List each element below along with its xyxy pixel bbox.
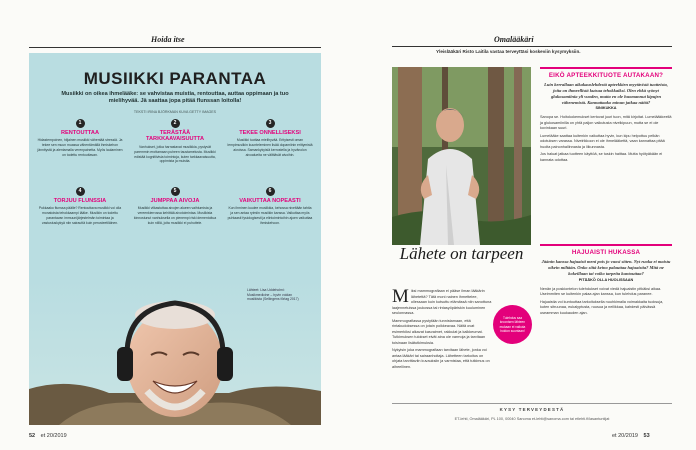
section-title-right: Omalääkäri <box>494 35 534 44</box>
qa-answer-paragraph: Jos haluat jatkaa tuotteen käyttöä, se tuskin haittaa. Mutta hyötyäkään ei kannata odottaa. <box>540 152 663 162</box>
qa-signature: PITÄÄKÖ OLLA HUOLISSAAN <box>578 277 634 282</box>
tip-body: Kun ihminen kuulee musiikkia, kehossa niveltään tahtia ja sen antaa rytmiin musiikin kanssa. Vaikuttaa myös puhtaasti fysiologisesti ja elintoimintoihin ajoen vaikuttaa ihmiskehoon. <box>227 206 313 225</box>
tip-4 <box>37 187 123 226</box>
tip-number: 1 <box>76 119 85 128</box>
tip-heading: VAIKUTTAA NOPEASTI <box>239 198 301 204</box>
page-footer-left <box>29 433 67 439</box>
tip-number: 5 <box>171 187 180 196</box>
article-paragraph: Nykyisin joka mammografiaan tarvitaan lähete, jonka voi antaa lääkäri tai sairaanhoitaja. Lähetteen tarkoitus on ohjata tarvittaviin kuvauksiin ja varmistaa, että tutkimus on aiheellinen. <box>392 348 490 369</box>
qa-answer <box>540 115 672 163</box>
qa-question-text: Luin kerrallaan aikakauslehdestä apteekkien myytävistä tuotteista, joita on ihmeellistä kutsua tehokkaiksi. Olen ehkä syönyt glukosamiinia yli vuoden, mutta en ole huomannut kipujen vähenemistä. Kannattaako minun jatkaa näitä? <box>544 82 668 105</box>
doctor-in-forest-photo <box>392 67 531 245</box>
qa-block-1 <box>540 67 672 165</box>
tip-body: Pukkaako flunssa päälle? Rentouttava musiikki voi olla monatoista tehokkaampi lääke. Musiikin on todettu parantavan immuunijärjestelmän toimintaa ja vastustuskykyä niin sairauttä kuin perusteetiläinen. <box>38 206 122 225</box>
section-subtitle: Yleislääkäri Risto Laitila vastaa terveyttäsi koskeviin kysymyksiin. <box>436 49 581 54</box>
article-body <box>392 286 492 372</box>
article-credits: TEKSTI IRINA BJÖRKMAN KUVA GETTY IMAGES <box>133 110 217 114</box>
qa-rule <box>540 244 672 246</box>
qa-question-heading: HAJUAISTI HUKASSA <box>571 249 641 256</box>
tip-body: Vanhukset, jotka harrastavat musiikkia, pystyvät paremmin erottamaan puheen taustamelusta. Musiikki edistää kognitiivisia toimintoja, kuten tarkkaavaisuutta, oppimista ja muistia. <box>134 144 216 164</box>
article-headline: Lähete on tarpeen <box>399 244 524 263</box>
tip-2 <box>132 119 218 164</box>
qa-question-heading: EIKÖ APTEEKKITUOTE AUTAKAAN? <box>548 72 664 79</box>
tip-body: Musiikki vilkastuttaa aivojen alueen vaihtumista ja vereenkierrossa kehittää aivotoimintaa. Musiikista kinnostunut vanhuksella on pienempi riski dementoitua kuin niillä, joita musiikki ei puhuttele. <box>133 206 217 225</box>
article-paragraph: Miksi mammografiaan ei pääse ilman lääkärin lähetettä? Tätä moni nainen ihmettelee, ollessaan kuin kutsuttu elämässä niin sanottuna laajennetuissa joukossa tai rintasyöpäriskin kuuluminen seulonnassa. <box>392 286 492 315</box>
qa-answer <box>540 287 672 317</box>
tip-6 <box>227 187 313 226</box>
section-rule-left <box>29 47 321 48</box>
tip-number: 4 <box>76 187 85 196</box>
footer-heading: KYSY TERVEYDESTÄ <box>499 407 565 412</box>
qa-answer-paragraph: Sanopa se. Hoitokokemukset kertovat juuri tuon, mitä kirjoitat. Lumelääkkeellä ja glukosamiinilla on yhtä paljon vaikutusta nivelkipuun, mutta se ei ole kovinkaan suuri. <box>540 115 672 131</box>
qa-rule <box>540 67 672 69</box>
tip-number: 6 <box>266 187 275 196</box>
qa-signature: SINIKUKKA <box>595 106 617 111</box>
photo-caption: Lähteet: Lisa Uddeholmi: Musikmedicine – hyvin voidan musiikista (Sellingens förlag 2017) <box>247 288 299 302</box>
page-footer-contact <box>392 403 672 421</box>
qa-block-2 <box>540 244 672 318</box>
tip-number: 2 <box>171 119 180 128</box>
page-issue: et 20/2019 <box>612 433 638 439</box>
footer-rule <box>392 403 672 404</box>
tip-heading: JUMPPAA AIVOJA <box>150 198 200 204</box>
article-lead: Musiikki on oikea ihmelääke: se vahvistaa muistia, rentouttaa, auttaa oppimaan ja tuo mielihyvää. Jä saattaa jopa pitää flunssan loitolla! <box>61 91 289 105</box>
section-title-left: Hoida itse <box>151 35 185 44</box>
drop-cap: M <box>392 286 409 307</box>
tip-3 <box>227 119 313 158</box>
tip-number: 3 <box>266 119 275 128</box>
article-paragraph: Mammografiassa pystytään tunnistamaan, että rintakudoksessa on jotain poikkeavaa. Näitä ovat esimerkiksi alkavat kasvaimet, rakkulat ja kalkkeumat. Tutkimuksen tulokset eivät aina ole varmoja ja tarvitaan toisinaan lisätutkimuksia. <box>392 318 486 345</box>
section-rule-right <box>392 46 672 47</box>
tip-heading: RENTOUTTAA <box>60 130 99 136</box>
tip-heading: TERÄSTÄÄ TARKKAAVAISUUTTA <box>145 130 204 143</box>
tip-5 <box>132 187 218 226</box>
tip-heading: TORJUU FLUNSSIA <box>53 198 107 204</box>
pull-quote-bubble: Tulehdus saa kroonisen lähteen mukaan ei vaikuta hoidon suuntaan! <box>493 305 532 344</box>
page-number: 53 <box>643 433 650 439</box>
article-title: MUSIIKKI PARANTAA <box>83 69 267 88</box>
tip-body: Musiikki tuottaa mielihyvää. Erityisesti oman lempimusiikin kuunteleminen lisää dopamiinin erittymistä aivoissa. Samankykyisiä kerrostella ja hyvänolon aivoalueita ne välittävät aivoihin. <box>227 138 313 157</box>
qa-question-text: Jäänin kanssa hajuaisti meni pois jo vuosi sitten. Nyt ruoka ei maistu oikein miltään. Onko siitä keino palauttaa hajuaistia? Mitä ne kokeillaan tai voiko tarpeita kuntouttaa? <box>541 259 671 276</box>
qa-answer-paragraph: Hajuaistia voi kuntouttaa tarkoituksella nuuhkimalla voimakkaita tuoksuja, kuten sitruunaa, eukalyptusta, ruusua ja neilikkaa, kahdesti päivässä useamman kuukauden ajan. <box>540 299 664 315</box>
tip-heading: TEKEE ONNELLISEKSI <box>239 130 301 136</box>
tip-body: Hidastempoinen, hiljainen musiikki vähentää stressiä. Ja tekee sen muun muassa vähentämällä ihmiskehon jännitystä ja alentamalla verenpainetta. Myös laulaminen on todettu rentouttavan. <box>37 138 123 157</box>
man-with-headphones-photo <box>29 281 321 425</box>
qa-answer-paragraph: Lumelääke saattaa kuitenkin vaikuttaa hyvin, kun kipu helpottuu pelkän odotuksen varassa. Nivelrikkoon ei ole ihmelääkettä, vaan kannattaa pitää huolta painonhallinnasta ja liikunnasta. <box>540 133 665 149</box>
footer-text: ET-lehti, Omalääkäri, PL 100, 00040 Sanoma et-lehti@sanoma.com tai etlehti.fi/lasantuntijat <box>454 417 610 421</box>
page-issue: et 20/2019 <box>40 433 67 439</box>
article-panel <box>29 53 321 425</box>
section-header-right <box>392 32 672 54</box>
page-footer-right <box>612 433 650 439</box>
qa-answer-paragraph: Nenän ja poskiontelon tulehdukset voivat viedä hajuaistin pitkäksi aikaa. Useimmiten se kuitenkin palaa ajan kanssa, kun tulehdus paranee. <box>540 286 662 297</box>
page-number: 52 <box>29 433 36 439</box>
tip-1 <box>37 119 123 158</box>
